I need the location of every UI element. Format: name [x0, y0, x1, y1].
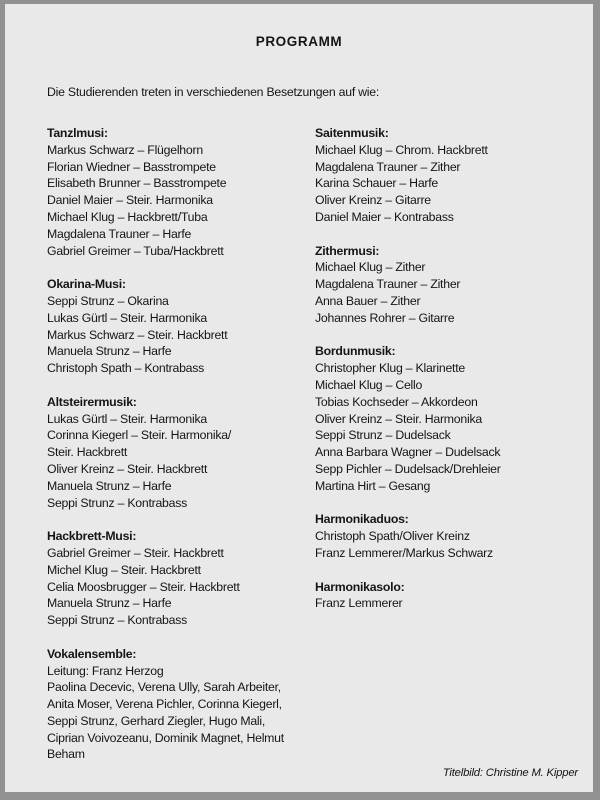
ensemble-title: Harmonikaduos: [315, 512, 409, 527]
intro-text: Die Studierenden treten in verschiedenen Besetzungen auf wie: [47, 85, 380, 99]
member-line: Manuela Strunz – Harfe [47, 596, 172, 611]
member-line: Tobias Kochseder – Akkordeon [315, 394, 478, 409]
ensemble-section [47, 394, 312, 512]
member-line: Daniel Maier – Kontrabass [315, 209, 454, 224]
ensemble-title: Saitenmusik: [315, 126, 389, 140]
ensemble-title: Vokalensemble: [47, 646, 137, 661]
ensemble-title: Okarina-Musi: [47, 277, 126, 292]
member-line: Oliver Kreinz – Gitarre [315, 193, 431, 208]
member-line: Christopher Klug – Klarinette [315, 361, 465, 376]
member-line: Markus Schwarz – Flügelhorn [47, 142, 203, 157]
ensemble-section [315, 243, 565, 327]
member-line: Franz Lemmerer [315, 596, 403, 611]
member-line: Seppi Strunz – Kontrabass [47, 613, 188, 628]
member-line: Gabriel Greimer – Steir. Hackbrett [47, 545, 224, 560]
ensemble-section [47, 528, 312, 629]
ensemble-title: Zithermusi: [315, 243, 380, 258]
member-line: Oliver Kreinz – Steir. Hackbrett [47, 461, 208, 476]
ensemble-title: Altsteirermusik: [47, 394, 137, 409]
member-line: Seppi Strunz – Kontrabass [47, 495, 188, 510]
member-line: Anna Barbara Wagner – Dudelsack [315, 445, 501, 460]
ensemble-title: Hackbrett-Musi: [47, 529, 137, 544]
member-line: Franz Lemmerer/Markus Schwarz [315, 545, 493, 560]
member-line: Manuela Strunz – Harfe [47, 344, 172, 359]
member-line: Seppi Strunz – Dudelsack [315, 428, 451, 443]
ensemble-title: Bordunmusik: [315, 344, 396, 359]
member-line: Ciprian Voivozeanu, Dominik Magnet, Helmut [47, 730, 284, 745]
member-line: Anita Moser, Verena Pichler, Corinna Kiegerl, [47, 697, 282, 712]
member-line: Magdalena Trauner – Harfe [47, 226, 192, 241]
ensemble-section [315, 343, 565, 494]
member-line: Leitung: Franz Herzog [47, 663, 164, 678]
member-line: Corinna Kiegerl – Steir. Harmonika/ [47, 428, 231, 443]
member-line: Markus Schwarz – Steir. Hackbrett [47, 327, 228, 342]
member-line: Michael Klug – Cello [315, 377, 423, 392]
member-line: Seppi Strunz – Okarina [47, 293, 169, 308]
page-title: PROGRAMM [255, 34, 343, 49]
member-line: Oliver Kreinz – Steir. Harmonika [315, 411, 482, 426]
column-left [47, 125, 312, 780]
ensemble-section [47, 646, 312, 764]
ensemble-section [315, 579, 565, 613]
column-right [315, 125, 565, 629]
ensemble-title: Harmonikasolo: [315, 579, 405, 594]
member-line: Johannes Rohrer – Gitarre [315, 310, 455, 325]
member-line: Christoph Spath/Oliver Kreinz [315, 529, 470, 544]
member-line: Christoph Spath – Kontrabass [47, 361, 205, 376]
member-line: Manuela Strunz – Harfe [47, 478, 172, 493]
member-line: Florian Wiedner – Basstrompete [47, 159, 216, 174]
member-line: Paolina Decevic, Verena Ully, Sarah Arbeiter, [47, 680, 281, 695]
member-line: Michel Klug – Steir. Hackbrett [47, 562, 201, 577]
ensemble-section [47, 125, 312, 259]
member-line: Steir. Hackbrett [47, 445, 128, 460]
member-line: Beham [47, 747, 85, 762]
member-line: Magdalena Trauner – Zither [315, 159, 461, 174]
program-page [5, 4, 593, 792]
member-line: Magdalena Trauner – Zither [315, 277, 461, 292]
member-line: Sepp Pichler – Dudelsack/Drehleier [315, 461, 501, 476]
member-line: Anna Bauer – Zither [315, 293, 421, 308]
member-line: Celia Moosbrugger – Steir. Hackbrett [47, 579, 240, 594]
member-line: Daniel Maier – Steir. Harmonika [47, 193, 213, 208]
member-line: Gabriel Greimer – Tuba/Hackbrett [47, 243, 224, 258]
member-line: Karina Schauer – Harfe [315, 176, 439, 191]
member-line: Martina Hirt – Gesang [315, 478, 431, 493]
member-line: Lukas Gürtl – Steir. Harmonika [47, 310, 207, 325]
ensemble-section [315, 125, 565, 226]
member-line: Elisabeth Brunner – Basstrompete [47, 176, 227, 191]
ensemble-section [47, 276, 312, 377]
ensemble-title: Tanzlmusi: [47, 126, 108, 140]
member-line: Michael Klug – Chrom. Hackbrett [315, 142, 488, 157]
member-line: Seppi Strunz, Gerhard Ziegler, Hugo Mali, [47, 713, 266, 728]
credit-text: Titelbild: Christine M. Kipper [442, 767, 578, 779]
ensemble-section [315, 511, 565, 561]
member-line: Lukas Gürtl – Steir. Harmonika [47, 411, 207, 426]
member-line: Michael Klug – Zither [315, 260, 426, 275]
member-line: Michael Klug – Hackbrett/Tuba [47, 209, 208, 224]
